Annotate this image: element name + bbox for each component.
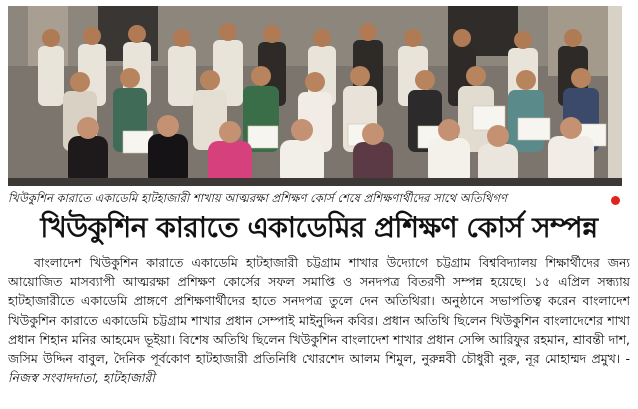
byline: - নিজস্ব সংবাদদাতা, হাটহাজারী [8,351,630,386]
headline: খিউকুশিন কারাতে একাডেমির প্রশিক্ষণ কোর্স সম্পন্ন [40,211,598,244]
article-text: বাংলাদেশ খিউকুশিন কারাতে একাডেমি হাটহাজারী চট্টগ্রাম শাখার উদ্যোগে চট্টগ্রাম বিশ্ববিদ্যালয় শিক্ষার্থীদের জন্য আয়োজিত মাসব্যাপী আত্মরক্ষা প্রশিক্ষণ কোর্সের সফল সমাপ্তি ও সনদপত্র বিতরণী সম্পন্ন হয়েছে। ১৫ এপ্রিল সন্ধ্যায় হাটহাজারীতে একাডেমি প্রাঙ্গণে প্রশিক্ষণার্থীদের হাতে সনদপত্র তুলে দেন অতিথিরা। অনুষ্ঠানে সভাপতিত্ব করেন বাংলাদেশ খিউকুশিন কারাতে একাডেমি চট্টগ্রাম শাখার প্রধান সেম্পাই মাইনুদ্দিন কবির। প্রধান অতিথি ছিলেন খিউকুশিন বাংলাদেশের শাখা প্রধান শিহান মনির আহমেদ ভূইয়া। বিশেষ অতিথি ছিলেন খিউকুশিন বাংলাদেশ শাখার প্রধান সেন্সি আরিফুর রহমান, শ্রাবন্তী দাশ, জসিম উদ্দিন বাবুল, দৈনিক পূর্বকোণ হাটহাজারী প্রতিনিধি খোরশেদ আলম শিমুল, নুরুন্নবী চৌধুরী নুরু, নূর মোহাম্মদ প্রমুখ। [8,255,630,367]
photo-caption: খিউকুশিন কারাতে একাডেমি হাটহাজারী শাখায় আত্মরক্ষা প্রশিক্ষণ কোর্স শেষে প্রশিক্ষণার্থীদের সাথে অতিথিগণ [8,191,507,205]
news-photo [8,6,622,186]
bullet-dot-icon [611,196,620,205]
article-body [8,253,630,405]
article-paragraph [8,253,630,387]
group-photo-icon [8,6,622,186]
